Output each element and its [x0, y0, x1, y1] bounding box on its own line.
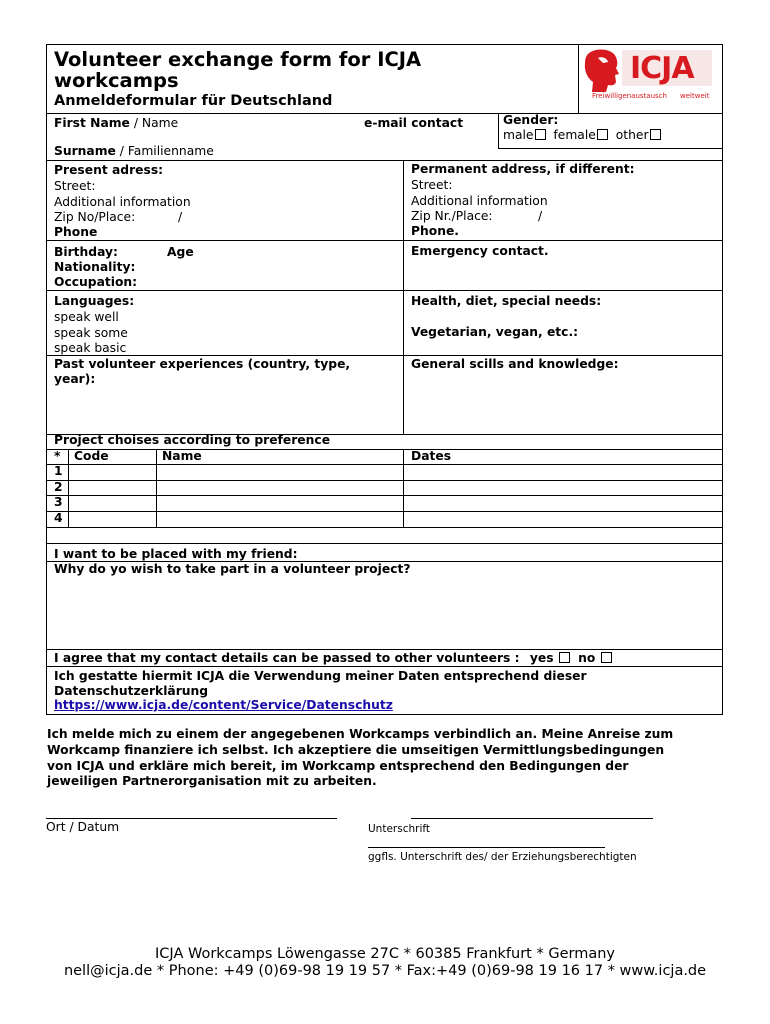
past-experience-input[interactable] — [47, 388, 402, 433]
divider — [46, 113, 723, 114]
present-address-title: Present adress: — [54, 163, 164, 177]
project-row-number: 1 — [54, 464, 63, 478]
place-date-line[interactable] — [46, 818, 337, 819]
language-basic-field[interactable]: speak basic — [54, 341, 127, 355]
permanent-phone-field[interactable]: Phone. — [411, 224, 459, 238]
declaration-line1: Ich melde mich zu einem der angegebenen Workcamps verbindlich an. Meine Anreise zum — [47, 727, 674, 741]
logo-box-divider — [578, 44, 579, 113]
skills-label: General scills and knowledge: — [411, 357, 619, 371]
privacy-line2: Datenschutzerklärung — [54, 684, 209, 698]
divider — [46, 649, 723, 650]
present-additional-field[interactable]: Additional information — [54, 195, 191, 209]
why-label: Why do yo wish to take part in a volunteer project? — [54, 562, 411, 576]
surname-label-de: / Familienname — [115, 144, 214, 158]
past-experience-label-line1: Past volunteer experiences (country, type, — [54, 357, 351, 371]
divider — [46, 290, 723, 291]
divider — [498, 113, 499, 148]
vegetarian-field[interactable]: Vegetarian, vegan, etc.: — [411, 325, 579, 339]
gender-female-label: female — [553, 128, 596, 142]
past-experience-label-line2: year): — [54, 372, 96, 386]
icja-logo — [582, 46, 718, 108]
emergency-contact-field[interactable]: Emergency contact. — [411, 244, 549, 258]
form-subtitle: Anmeldeformular für Deutschland — [54, 93, 333, 109]
form-title-line1: Volunteer exchange form for ICJA — [54, 48, 422, 71]
nationality-field[interactable]: Nationality: — [54, 260, 136, 274]
language-well-field[interactable]: speak well — [54, 310, 119, 324]
projects-col-name: Name — [162, 449, 202, 463]
present-street-field[interactable]: Street: — [54, 179, 96, 193]
permanent-additional-field[interactable]: Additional information — [411, 194, 548, 208]
age-field[interactable]: Age — [167, 245, 194, 259]
permanent-zip-separator: / — [538, 209, 543, 223]
agree-no-checkbox[interactable] — [601, 652, 612, 663]
why-input[interactable] — [47, 578, 722, 648]
agree-row — [54, 651, 612, 667]
gender-label: Gender: — [503, 113, 559, 127]
divider — [46, 543, 723, 544]
agree-yes-checkbox[interactable] — [559, 652, 570, 663]
present-phone-field[interactable]: Phone — [54, 225, 98, 239]
project-row-number: 2 — [54, 480, 63, 494]
skills-input[interactable] — [404, 373, 721, 433]
languages-title: Languages: — [54, 294, 135, 308]
surname-label: Surname — [54, 144, 116, 158]
privacy-link-wrapper — [54, 698, 393, 714]
declaration-line2: Workcamp finanziere ich selbst. Ich akzeptiere die umseitigen Vermittlungsbedingungen — [47, 743, 665, 757]
form-border-top — [46, 44, 723, 45]
footer-address: ICJA Workcamps Löwengasse 27C * 60385 Frankfurt * Germany — [155, 946, 615, 962]
projects-col-code: Code — [74, 449, 109, 463]
permanent-street-field[interactable]: Street: — [411, 178, 453, 192]
guardian-signature-line[interactable] — [368, 847, 605, 848]
form-border-right — [722, 44, 723, 714]
signature-label: Unterschrift — [368, 823, 430, 835]
divider — [46, 355, 723, 356]
gender-male-checkbox[interactable] — [535, 129, 546, 140]
logo-tagline-right: weltweit — [680, 92, 710, 100]
projects-col-star: * — [54, 449, 61, 463]
gender-other-label: other — [615, 128, 649, 142]
declaration-line3: von ICJA und erkläre mich bereit, im Workcamp entsprechend den Bedingungen der — [47, 759, 629, 773]
form-border-bottom — [46, 714, 723, 715]
friend-field[interactable]: I want to be placed with my friend: — [54, 547, 298, 561]
permanent-zip-field[interactable]: Zip Nr./Place: — [411, 209, 493, 223]
language-some-field[interactable]: speak some — [54, 326, 128, 340]
divider — [46, 449, 723, 450]
privacy-link[interactable]: https://www.icja.de/content/Service/Datenschutz — [54, 698, 393, 712]
privacy-line1: Ich gestatte hiermit ICJA die Verwendung meiner Daten entsprechend dieser — [54, 669, 587, 683]
project-choices-inputs[interactable] — [69, 465, 723, 527]
declaration-line4: jeweiligen Partnerorganisation mit zu arbeiten. — [47, 774, 377, 788]
projects-title: Project choises according to preference — [54, 433, 331, 447]
projects-col-dates: Dates — [411, 449, 452, 463]
first-name-field[interactable] — [54, 116, 178, 132]
place-date-label: Ort / Datum — [46, 820, 120, 834]
first-name-label: First Name — [54, 116, 130, 130]
agree-label: I agree that my contact details can be passed to other volunteers : — [54, 651, 520, 665]
project-row-number: 4 — [54, 511, 63, 525]
logo-tagline-left: Freiwilligenaustausch — [592, 92, 667, 100]
footer-contact: nell@icja.de * Phone: +49 (0)69-98 19 19 57 * Fax:+49 (0)69-98 19 16 17 * www.icja.de — [63, 963, 707, 979]
agree-yes-label: yes — [529, 651, 554, 665]
divider — [498, 148, 723, 149]
permanent-address-title: Permanent address, if different: — [411, 162, 635, 176]
form-title-line2: workcamps — [54, 69, 179, 92]
signature-line[interactable] — [411, 818, 653, 819]
first-name-label-de: / Name — [129, 116, 179, 130]
gender-options — [503, 128, 661, 144]
occupation-field[interactable]: Occupation: — [54, 275, 138, 289]
project-row-number: 3 — [54, 495, 63, 509]
guardian-signature-label: ggfls. Unterschrift des/ der Erziehungsberechtigten — [368, 851, 637, 863]
logo-wordmark: ICJA — [630, 51, 694, 86]
divider — [46, 240, 723, 241]
surname-field[interactable] — [54, 144, 214, 160]
present-zip-field[interactable]: Zip No/Place: — [54, 210, 136, 224]
gender-male-label: male — [503, 128, 534, 142]
email-field[interactable]: e-mail contact — [364, 116, 464, 130]
birthday-field[interactable]: Birthday: — [54, 245, 118, 259]
divider — [46, 160, 723, 161]
gender-other-checkbox[interactable] — [650, 129, 661, 140]
agree-no-label: no — [578, 651, 596, 665]
health-diet-field[interactable]: Health, diet, special needs: — [411, 294, 602, 308]
present-zip-separator: / — [178, 210, 183, 224]
divider — [46, 527, 723, 528]
gender-female-checkbox[interactable] — [597, 129, 608, 140]
